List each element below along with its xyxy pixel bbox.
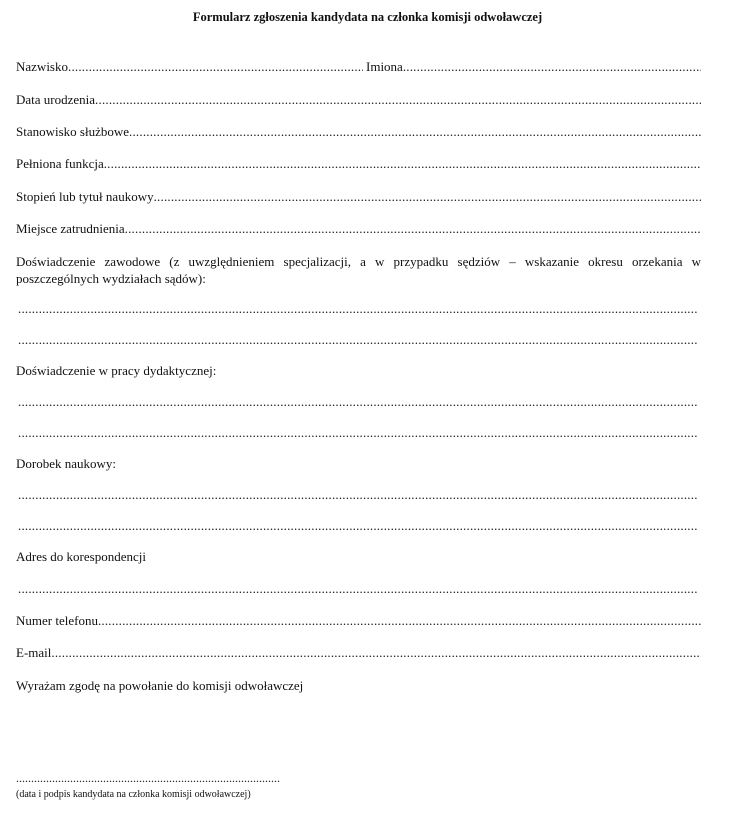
surname-row	[16, 58, 701, 75]
teaching-experience-line-2[interactable]	[18, 424, 698, 441]
workplace-label: Miejsce zatrudnienia	[16, 221, 125, 236]
surname-field[interactable]	[68, 58, 363, 75]
professional-experience-label: Doświadczenie zawodowe (z uwzględnieniem specjalizacji, a w przypadku sędziów – wskazanie okresu orzekania w poszczególnych wydziałach sądów):	[16, 254, 701, 286]
birth-date-field[interactable]	[95, 91, 701, 108]
position-label: Stanowisko służbowe	[16, 124, 130, 139]
position-row	[16, 123, 701, 140]
position-field[interactable]	[129, 123, 701, 140]
professional-experience-line-2[interactable]	[18, 331, 698, 348]
degree-field[interactable]	[154, 188, 701, 205]
academic-output-line-1[interactable]	[18, 486, 698, 503]
degree-row	[16, 188, 701, 205]
birth-date-label: Data urodzenia	[16, 92, 96, 107]
teaching-experience-label: Doświadczenie w pracy dydaktycznej:	[16, 363, 217, 378]
signature-caption: (data i podpis kandydata na członka komisji odwoławczej)	[16, 789, 251, 800]
birth-date-row	[16, 91, 701, 108]
first-names-field[interactable]	[403, 58, 701, 75]
workplace-row	[16, 220, 701, 237]
consent-statement: Wyrażam zgodę na powołanie do komisji odwoławczej	[16, 678, 304, 693]
teaching-experience-line-1[interactable]	[18, 393, 698, 410]
function-label: Pełniona funkcja	[16, 156, 104, 171]
phone-label: Numer telefonu	[16, 613, 98, 628]
function-field[interactable]	[104, 155, 701, 172]
signature-line[interactable]	[16, 770, 280, 787]
degree-label: Stopień lub tytuł naukowy	[16, 189, 154, 204]
function-row	[16, 155, 701, 172]
first-names-label: Imiona	[366, 59, 403, 74]
phone-row	[16, 612, 701, 629]
surname-label: Nazwisko	[16, 59, 68, 74]
academic-output-label: Dorobek naukowy:	[16, 456, 117, 471]
email-row	[16, 644, 701, 661]
academic-output-line-2[interactable]	[18, 517, 698, 534]
professional-experience-line-1[interactable]	[18, 300, 698, 317]
email-field[interactable]	[51, 644, 701, 661]
email-label: E-mail	[16, 645, 52, 660]
address-label: Adres do korespondencji	[16, 549, 146, 564]
phone-field[interactable]	[98, 612, 701, 629]
form-title: Formularz zgłoszenia kandydata na członka komisji odwoławczej	[192, 10, 543, 24]
workplace-field[interactable]	[125, 220, 701, 237]
address-line[interactable]	[18, 580, 698, 597]
